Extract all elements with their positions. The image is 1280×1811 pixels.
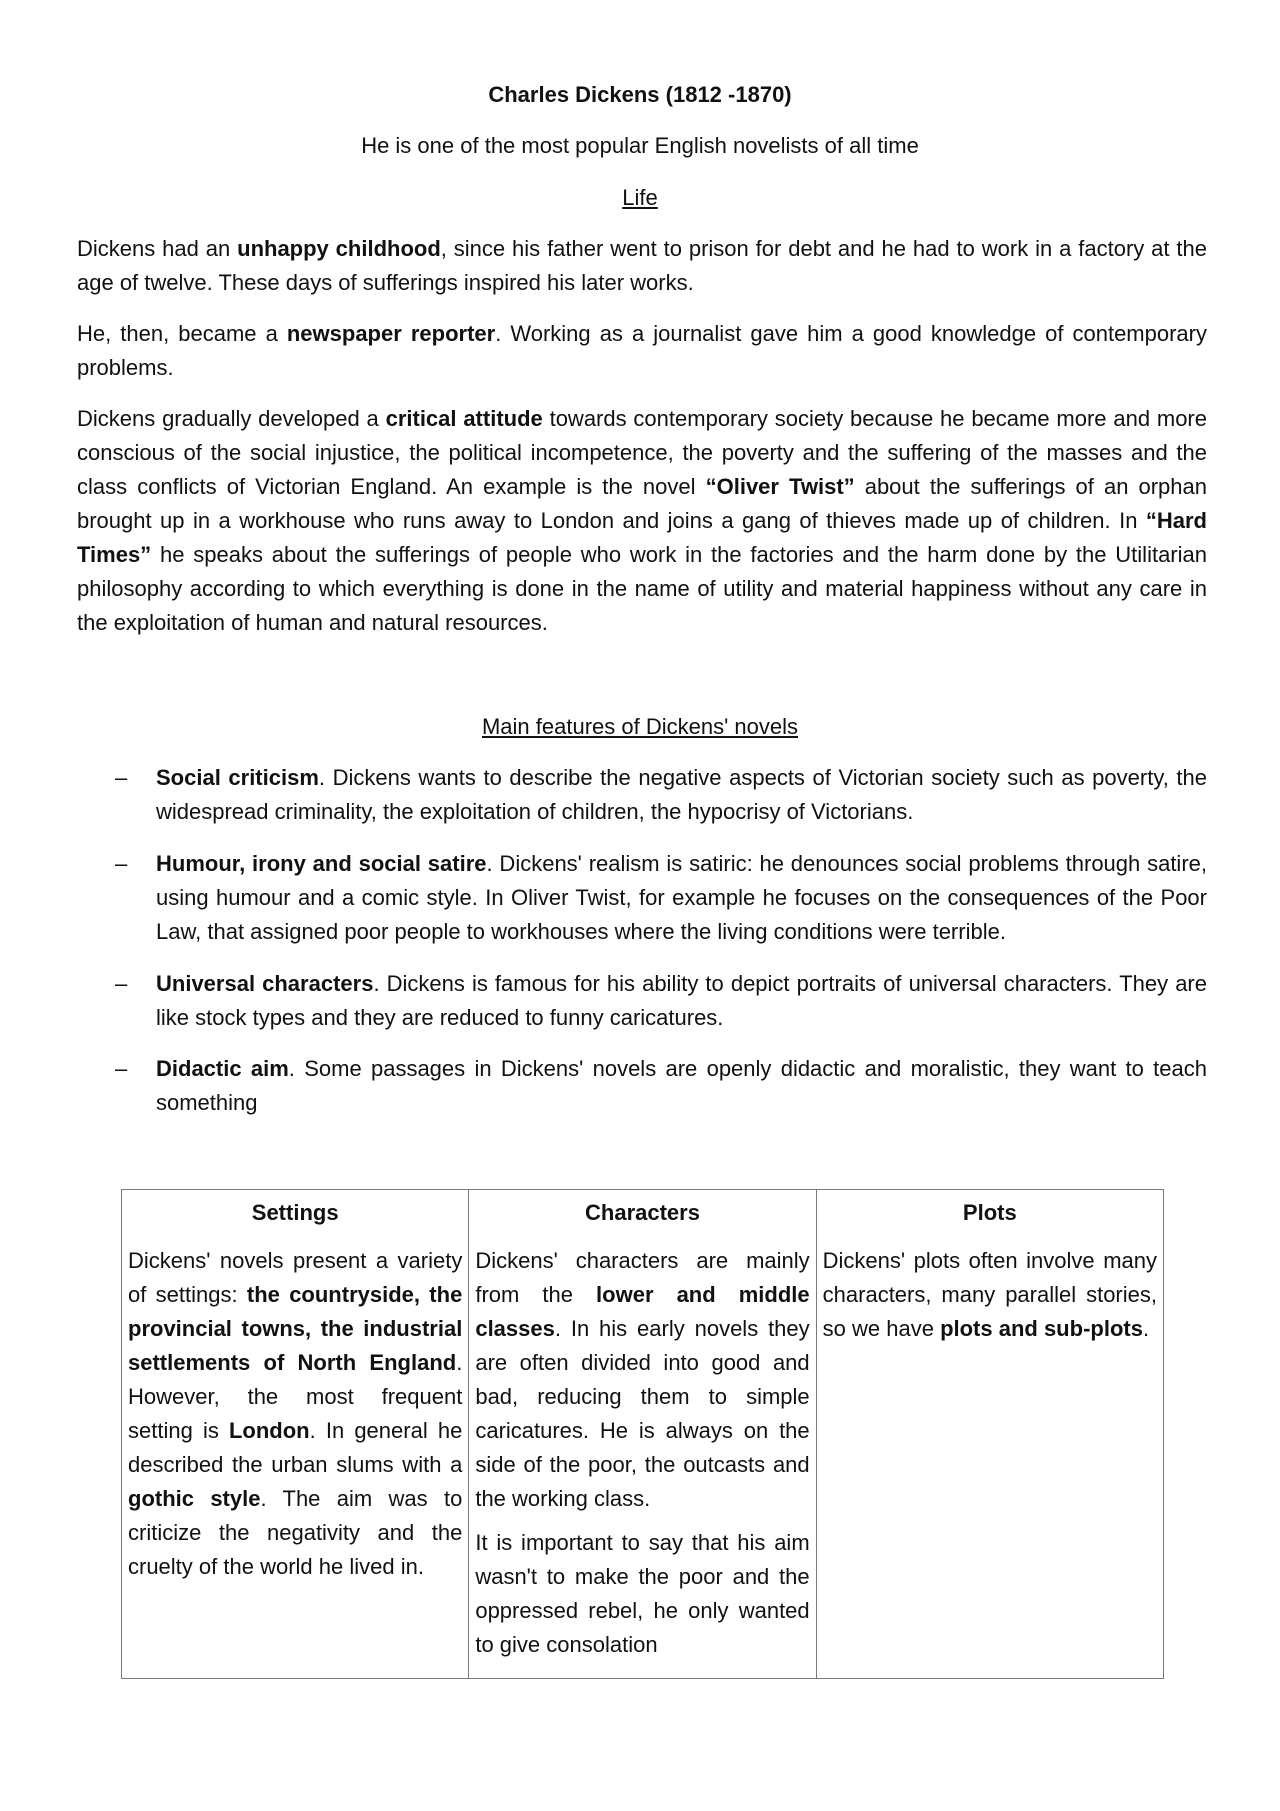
cell-plots [816,1240,1163,1679]
cell-characters [469,1240,816,1679]
page-title: Charles Dickens (1812 -1870) [488,82,792,107]
cell-settings [122,1240,469,1679]
features-heading: Main features of Dickens' novels [481,714,798,739]
list-item [77,761,1207,829]
header-plots: Plots [816,1190,1163,1241]
settings-text: Dickens' novels present a variety of settings: the countryside, the provincial towns, the industrial settlements of North England. However, the most frequent setting is London. In general he described the urban slums with a gothic style. The aim was to criticize the negativity and the cruelty of the world he lived in. [128,1248,463,1579]
plots-text: Dickens' plots often involve many characters, many parallel stories, so we have plots and sub-plots. [822,1248,1157,1341]
table-header-row [122,1190,1164,1241]
life-paragraph-2: He, then, became a newspaper reporter. Working as a journalist gave him a good knowledge of contemporary problems. [77,321,1207,380]
list-item [77,967,1207,1035]
table-row [122,1240,1164,1679]
list-item-text: Social criticism. Dickens wants to describe the negative aspects of Victorian society such as poverty, the widespread criminality, the exploitation of children, the hypocrisy of Victorians. [156,765,1207,824]
features-table [121,1189,1164,1679]
life-heading: Life [622,185,658,210]
list-item-text: Didactic aim. Some passages in Dickens' novels are openly didactic and moralistic, they want to teach something [156,1056,1208,1115]
header-characters: Characters [469,1190,816,1241]
bullet-dash: – [115,851,128,876]
bullet-dash: – [115,971,128,996]
bullet-dash: – [115,1056,128,1081]
life-paragraph-3: Dickens gradually developed a critical attitude towards contemporary society because he became more and more conscious of the social injustice, the political incompetence, the poverty and the suffering of the masses and the class conflicts of Victorian England. An example is the novel “Oliver Twist” about the sufferings of an orphan brought up in a workhouse who runs away to London and joins a gang of thieves made up of children. In “Hard Times” he speaks about the sufferings of people who work in the factories and the harm done by the Utilitarian philosophy according to which everything is done in the name of utility and material happiness without any care in the exploitation of human and natural resources. [77,406,1207,635]
list-item-text: Humour, irony and social satire. Dickens' realism is satiric: he denounces social problems through satire, using humour and a comic style. In Oliver Twist, for example he focuses on the consequences of the Poor Law, that assigned poor people to workhouses where the living conditions were terrible. [156,851,1207,944]
characters-text: Dickens' characters are mainly from the lower and middle classes. In his early novels they are often divided into good and bad, reducing them to simple caricatures. He is always on the side of the poor, the outcasts and the working class. [475,1248,810,1511]
list-item-text: Universal characters. Dickens is famous for his ability to depict portraits of universal characters. They are like stock types and they are reduced to funny caricatures. [156,971,1207,1030]
list-item [77,1052,1207,1120]
bullet-dash: – [115,765,128,790]
characters-text-2: It is important to say that his aim wasn't to make the poor and the oppressed rebel, he only wanted to give consolation [475,1530,810,1657]
list-item [77,847,1207,949]
life-paragraph-1: Dickens had an unhappy childhood, since his father went to prison for debt and he had to work in a factory at the age of twelve. These days of sufferings inspired his later works. [77,236,1208,295]
header-settings: Settings [122,1190,469,1241]
page-subtitle: He is one of the most popular English novelists of all time [361,133,919,158]
